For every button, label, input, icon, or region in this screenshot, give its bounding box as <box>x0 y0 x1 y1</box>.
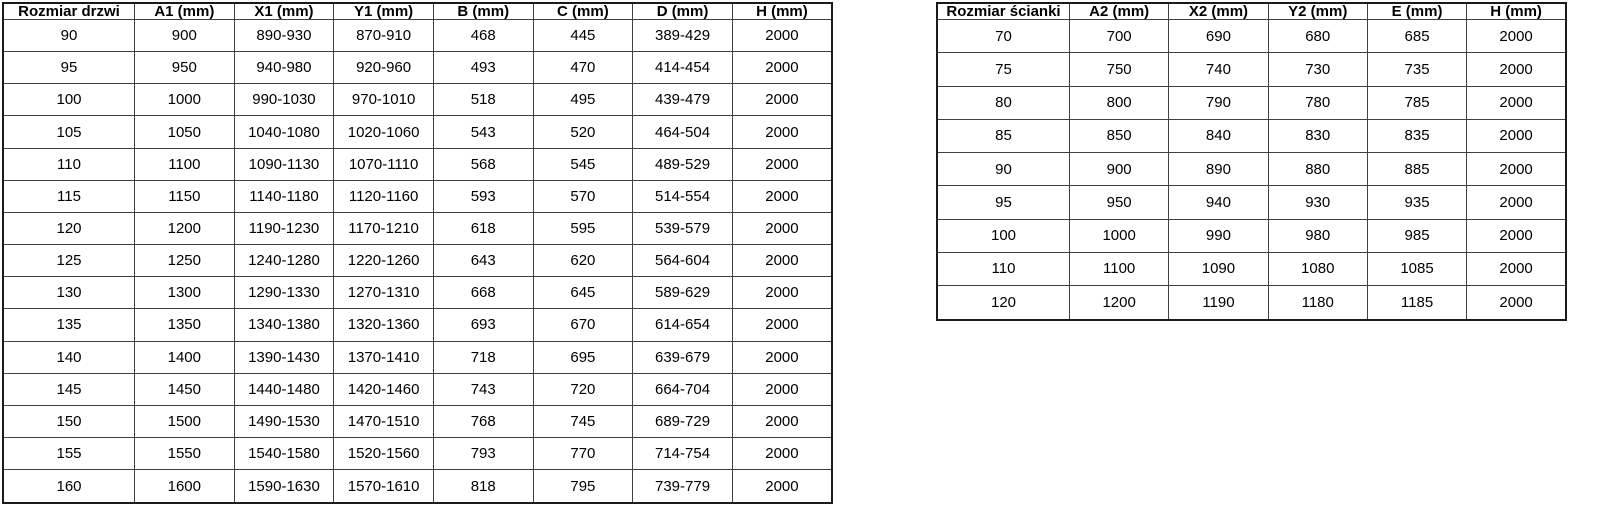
table-cell: 95 <box>3 52 135 84</box>
wall-panel-sizes-table <box>936 2 1567 321</box>
table-cell: 890-930 <box>234 20 334 52</box>
table-cell: 100 <box>3 84 135 116</box>
table-cell: 1040-1080 <box>234 116 334 148</box>
table-cell: 1550 <box>135 438 235 470</box>
table-cell: 1290-1330 <box>234 277 334 309</box>
column-header: H (mm) <box>732 3 832 20</box>
table-cell: 2000 <box>1467 119 1566 152</box>
column-header: X2 (mm) <box>1169 3 1268 20</box>
table-cell: 90 <box>937 153 1070 186</box>
table-cell: 1090-1130 <box>234 148 334 180</box>
table-cell: 1180 <box>1268 286 1367 320</box>
table-cell: 1100 <box>1070 252 1169 285</box>
table-cell: 564-604 <box>633 245 733 277</box>
table-cell: 489-529 <box>633 148 733 180</box>
table-cell: 130 <box>3 277 135 309</box>
table-cell: 1170-1210 <box>334 212 434 244</box>
table-cell: 495 <box>533 84 633 116</box>
table-row <box>3 116 832 148</box>
table-cell: 1000 <box>135 84 235 116</box>
table-cell: 900 <box>1070 153 1169 186</box>
table-cell: 1400 <box>135 341 235 373</box>
table-cell: 935 <box>1367 186 1466 219</box>
table-cell: 150 <box>3 405 135 437</box>
table-cell: 1100 <box>135 148 235 180</box>
table-cell: 940 <box>1169 186 1268 219</box>
table-cell: 880 <box>1268 153 1367 186</box>
table-cell: 1320-1360 <box>334 309 434 341</box>
table-row <box>3 341 832 373</box>
table-cell: 2000 <box>732 373 832 405</box>
table-cell: 2000 <box>1467 186 1566 219</box>
table-cell: 1600 <box>135 470 235 503</box>
table-cell: 743 <box>433 373 533 405</box>
table-row <box>3 148 832 180</box>
table-cell: 740 <box>1169 53 1268 86</box>
table-row <box>3 52 832 84</box>
table-cell: 518 <box>433 84 533 116</box>
column-header: Rozmiar ścianki <box>937 3 1070 20</box>
table-cell: 100 <box>937 219 1070 252</box>
table-cell: 140 <box>3 341 135 373</box>
table-cell: 1020-1060 <box>334 116 434 148</box>
table-cell: 990 <box>1169 219 1268 252</box>
table-cell: 1080 <box>1268 252 1367 285</box>
table-row <box>3 309 832 341</box>
table-cell: 1120-1160 <box>334 180 434 212</box>
column-header: C (mm) <box>533 3 633 20</box>
table-cell: 85 <box>937 119 1070 152</box>
table-cell: 618 <box>433 212 533 244</box>
table-cell: 670 <box>533 309 633 341</box>
table-cell: 1350 <box>135 309 235 341</box>
table-cell: 1420-1460 <box>334 373 434 405</box>
table-cell: 620 <box>533 245 633 277</box>
table-cell: 70 <box>937 20 1070 53</box>
table-cell: 714-754 <box>633 438 733 470</box>
table-cell: 885 <box>1367 153 1466 186</box>
table-cell: 105 <box>3 116 135 148</box>
table-cell: 545 <box>533 148 633 180</box>
table-cell: 950 <box>1070 186 1169 219</box>
table-cell: 1090 <box>1169 252 1268 285</box>
table-cell: 464-504 <box>633 116 733 148</box>
table-cell: 735 <box>1367 53 1466 86</box>
table-cell: 1190-1230 <box>234 212 334 244</box>
table-row <box>3 180 832 212</box>
table-row <box>937 286 1566 320</box>
table-row <box>3 405 832 437</box>
table-cell: 643 <box>433 245 533 277</box>
table-cell: 1150 <box>135 180 235 212</box>
table-cell: 125 <box>3 245 135 277</box>
table-cell: 520 <box>533 116 633 148</box>
table-cell: 1190 <box>1169 286 1268 320</box>
table-cell: 2000 <box>1467 53 1566 86</box>
table-row <box>3 470 832 503</box>
table-row <box>3 20 832 52</box>
table-cell: 1370-1410 <box>334 341 434 373</box>
table-cell: 445 <box>533 20 633 52</box>
table-cell: 1520-1560 <box>334 438 434 470</box>
table-cell: 730 <box>1268 53 1367 86</box>
table-cell: 2000 <box>732 341 832 373</box>
table-cell: 595 <box>533 212 633 244</box>
table-cell: 793 <box>433 438 533 470</box>
table-row <box>3 438 832 470</box>
table-cell: 689-729 <box>633 405 733 437</box>
table-cell: 900 <box>135 20 235 52</box>
column-header: B (mm) <box>433 3 533 20</box>
table-cell: 1540-1580 <box>234 438 334 470</box>
table-cell: 770 <box>533 438 633 470</box>
header-row <box>3 3 832 20</box>
table-cell: 890 <box>1169 153 1268 186</box>
table-cell: 1220-1260 <box>334 245 434 277</box>
table-cell: 850 <box>1070 119 1169 152</box>
table-cell: 690 <box>1169 20 1268 53</box>
table-cell: 685 <box>1367 20 1466 53</box>
table-cell: 155 <box>3 438 135 470</box>
table-cell: 2000 <box>732 438 832 470</box>
table-cell: 745 <box>533 405 633 437</box>
table-cell: 389-429 <box>633 20 733 52</box>
table-cell: 2000 <box>732 245 832 277</box>
table-cell: 543 <box>433 116 533 148</box>
table-cell: 593 <box>433 180 533 212</box>
header-row <box>937 3 1566 20</box>
table-cell: 695 <box>533 341 633 373</box>
table-cell: 680 <box>1268 20 1367 53</box>
table-cell: 514-554 <box>633 180 733 212</box>
table-cell: 1450 <box>135 373 235 405</box>
table-cell: 668 <box>433 277 533 309</box>
table-cell: 990-1030 <box>234 84 334 116</box>
table-cell: 160 <box>3 470 135 503</box>
table-cell: 75 <box>937 53 1070 86</box>
table-cell: 1085 <box>1367 252 1466 285</box>
table-cell: 120 <box>937 286 1070 320</box>
table-cell: 795 <box>533 470 633 503</box>
table-cell: 414-454 <box>633 52 733 84</box>
table-cell: 1500 <box>135 405 235 437</box>
table-cell: 1070-1110 <box>334 148 434 180</box>
table-cell: 614-654 <box>633 309 733 341</box>
table-cell: 2000 <box>732 277 832 309</box>
table-cell: 1390-1430 <box>234 341 334 373</box>
table-cell: 790 <box>1169 86 1268 119</box>
table-cell: 493 <box>433 52 533 84</box>
table-row <box>937 20 1566 53</box>
table-row <box>937 53 1566 86</box>
table-cell: 930 <box>1268 186 1367 219</box>
table-cell: 2000 <box>1467 153 1566 186</box>
table-cell: 80 <box>937 86 1070 119</box>
table-cell: 785 <box>1367 86 1466 119</box>
table-cell: 539-579 <box>633 212 733 244</box>
table-cell: 95 <box>937 186 1070 219</box>
table-cell: 639-679 <box>633 341 733 373</box>
table-cell: 2000 <box>732 405 832 437</box>
table-row <box>937 252 1566 285</box>
table-cell: 1200 <box>1070 286 1169 320</box>
table-cell: 835 <box>1367 119 1466 152</box>
table-cell: 985 <box>1367 219 1466 252</box>
table-cell: 818 <box>433 470 533 503</box>
table-cell: 780 <box>1268 86 1367 119</box>
table-cell: 568 <box>433 148 533 180</box>
table-row <box>937 119 1566 152</box>
table-cell: 1140-1180 <box>234 180 334 212</box>
table-cell: 980 <box>1268 219 1367 252</box>
table-cell: 2000 <box>1467 286 1566 320</box>
table-cell: 1590-1630 <box>234 470 334 503</box>
table-row <box>3 245 832 277</box>
table-cell: 439-479 <box>633 84 733 116</box>
table-cell: 1240-1280 <box>234 245 334 277</box>
table-row <box>3 212 832 244</box>
table-row <box>3 373 832 405</box>
column-header: E (mm) <box>1367 3 1466 20</box>
table-cell: 145 <box>3 373 135 405</box>
table-cell: 90 <box>3 20 135 52</box>
table-cell: 700 <box>1070 20 1169 53</box>
table-cell: 2000 <box>1467 219 1566 252</box>
table-cell: 589-629 <box>633 277 733 309</box>
table-cell: 2000 <box>732 180 832 212</box>
table-cell: 718 <box>433 341 533 373</box>
table-cell: 940-980 <box>234 52 334 84</box>
table-cell: 1270-1310 <box>334 277 434 309</box>
table-cell: 920-960 <box>334 52 434 84</box>
column-header: H (mm) <box>1467 3 1566 20</box>
table-cell: 2000 <box>732 470 832 503</box>
table-cell: 840 <box>1169 119 1268 152</box>
table-cell: 2000 <box>1467 86 1566 119</box>
table-cell: 120 <box>3 212 135 244</box>
table-cell: 1050 <box>135 116 235 148</box>
table-cell: 1570-1610 <box>334 470 434 503</box>
table-cell: 2000 <box>732 20 832 52</box>
column-header: D (mm) <box>633 3 733 20</box>
table-cell: 739-779 <box>633 470 733 503</box>
table-row <box>3 277 832 309</box>
column-header: Y2 (mm) <box>1268 3 1367 20</box>
table-cell: 2000 <box>732 309 832 341</box>
table-cell: 768 <box>433 405 533 437</box>
table-cell: 1440-1480 <box>234 373 334 405</box>
column-header: Rozmiar drzwi <box>3 3 135 20</box>
table-cell: 750 <box>1070 53 1169 86</box>
table-cell: 1340-1380 <box>234 309 334 341</box>
table-row <box>937 86 1566 119</box>
table-cell: 664-704 <box>633 373 733 405</box>
table-cell: 115 <box>3 180 135 212</box>
table-cell: 800 <box>1070 86 1169 119</box>
table-cell: 468 <box>433 20 533 52</box>
table-cell: 1490-1530 <box>234 405 334 437</box>
table-cell: 870-910 <box>334 20 434 52</box>
table-cell: 110 <box>937 252 1070 285</box>
table-row <box>937 186 1566 219</box>
table-cell: 2000 <box>1467 20 1566 53</box>
table-row <box>937 219 1566 252</box>
table-cell: 693 <box>433 309 533 341</box>
table-cell: 2000 <box>732 116 832 148</box>
column-header: Y1 (mm) <box>334 3 434 20</box>
table-cell: 2000 <box>732 148 832 180</box>
table-cell: 720 <box>533 373 633 405</box>
column-header: A1 (mm) <box>135 3 235 20</box>
table-cell: 2000 <box>732 52 832 84</box>
table-cell: 470 <box>533 52 633 84</box>
table-cell: 1250 <box>135 245 235 277</box>
table-cell: 1000 <box>1070 219 1169 252</box>
table-cell: 830 <box>1268 119 1367 152</box>
table-row <box>937 153 1566 186</box>
table-cell: 2000 <box>1467 252 1566 285</box>
table-cell: 1470-1510 <box>334 405 434 437</box>
table-row <box>3 84 832 116</box>
table-cell: 1185 <box>1367 286 1466 320</box>
door-sizes-table <box>2 2 833 504</box>
table-cell: 950 <box>135 52 235 84</box>
column-header: A2 (mm) <box>1070 3 1169 20</box>
table-cell: 2000 <box>732 84 832 116</box>
column-header: X1 (mm) <box>234 3 334 20</box>
table-cell: 110 <box>3 148 135 180</box>
table-cell: 2000 <box>732 212 832 244</box>
table-cell: 645 <box>533 277 633 309</box>
table-cell: 135 <box>3 309 135 341</box>
table-cell: 1300 <box>135 277 235 309</box>
table-cell: 970-1010 <box>334 84 434 116</box>
table-cell: 570 <box>533 180 633 212</box>
table-cell: 1200 <box>135 212 235 244</box>
